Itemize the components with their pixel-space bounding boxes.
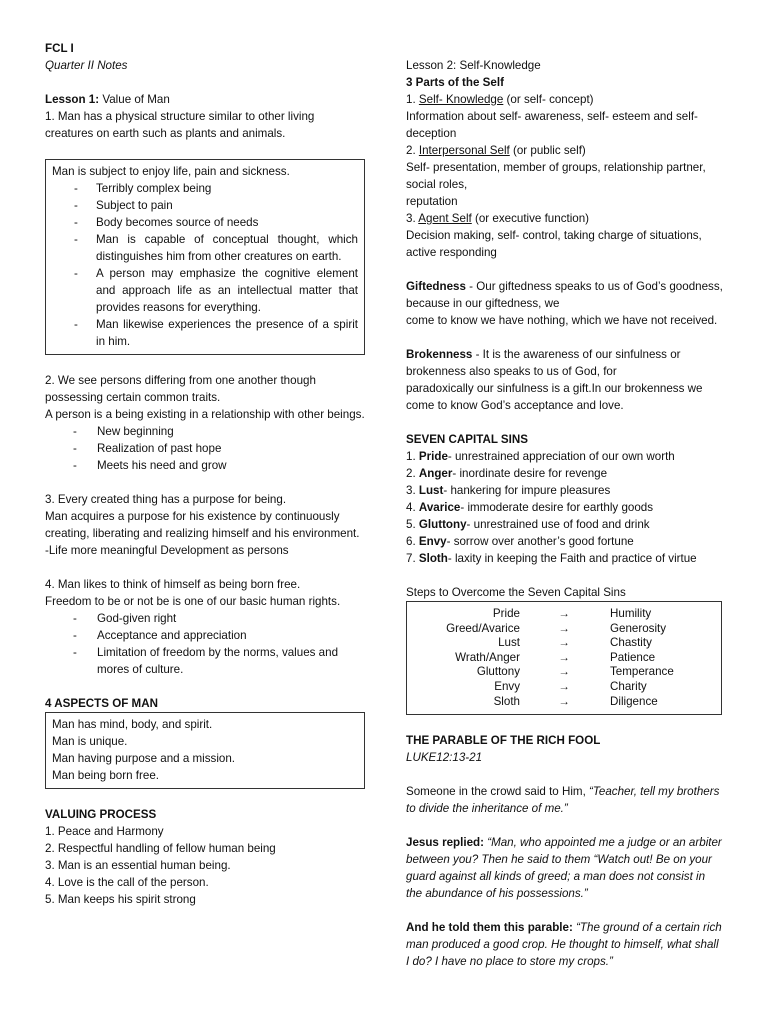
list-item: 6. Envy- sorrow over another’s good fortune [406,535,634,548]
list-item: 2. Anger- inordinate desire for revenge [406,467,608,480]
self-part3-desc: Decision making, self- control, taking charge of situations, active responding [406,229,702,259]
lesson1-point3-extra: Man acquires a purpose for his existence by continuously creating, liberating and realizing himself and his environment. [45,510,360,540]
giftedness-paragraph: Giftedness - Our giftedness speaks to us of God’s goodness, because in our giftedness, we [406,280,723,310]
list-item: - Limitation of freedom by the norms, values and mores of culture. [45,644,365,678]
list-item: - Subject to pain [52,197,358,214]
valuing-heading: VALUING PROCESS [45,808,157,821]
lesson1-point4: 4. Man likes to think of himself as being born free. [45,578,301,591]
list-item: 3. Man is an essential human being. [45,859,231,872]
list-item: - God-given right [45,610,365,627]
lesson1-point2: 2. We see persons differing from one another though possessing certain common traits. [45,374,316,404]
list-item: Man is unique. [52,735,128,748]
steps-heading: Steps to Overcome the Seven Capital Sins [406,586,626,599]
table-row: Pride → Humility [492,607,652,620]
list-item: - Meets his need and grow [45,457,365,474]
brokenness-paragraph-2: paradoxically our sinfulness is a gift.In our brokenness we come to know God’s acceptance and love. [406,382,703,412]
list-item: 7. Sloth- laxity in keeping the Faith and practice of virtue [406,552,697,565]
parable-paragraph-2: Jesus replied: “Man, who appointed me a judge or an arbiter between you? Then he said to them “Watch out! Be on your guard against all kinds of greed; a man does not consist in the abundance of his possessions.” [406,836,722,901]
list-item: - Terribly complex being [52,180,358,197]
table-row: Lust → Chastity [498,636,652,650]
brokenness-paragraph: Brokenness - It is the awareness of our sinfulness or brokenness also speaks to us of God, for [406,348,681,378]
arrow-icon: → [558,636,570,650]
doc-title: FCL I [45,42,74,55]
lesson1-heading: Lesson 1: Value of Man [45,93,170,106]
list-item: 2. Respectful handling of fellow human being [45,842,276,855]
table-row: Sloth → Diligence [493,694,658,708]
table-row: Gluttony → Temperance [476,665,674,679]
sins-heading: SEVEN CAPITAL SINS [406,433,528,446]
list-item: - Man is capable of conceptual thought, which distinguishes him from other creatures on earth. [52,231,358,265]
arrow-icon: → [558,621,570,635]
lesson1-point1: 1. Man has a physical structure similar to other living creatures on earth such as plants and animals. [45,110,315,140]
arrow-icon: → [558,694,570,708]
point4-list [45,610,365,678]
man-subject-box [45,159,365,355]
table-row: Wrath/Anger → Patience [455,650,656,664]
list-item: - Acceptance and appreciation [45,627,365,644]
lesson1-point4-extra: Freedom to be or not be is one of our basic human rights. [45,595,341,608]
steps-table [406,601,722,715]
list-item: - Man likewise experiences the presence of a spirit in him. [52,316,358,350]
list-item: 5. Gluttony- unrestrained use of food and drink [406,518,650,531]
list-item: 1. Pride- unrestrained appreciation of our own worth [406,450,675,463]
parable-reference: LUKE12:13-21 [406,751,483,765]
lesson2-heading: Lesson 2: Self-Knowledge [406,59,541,72]
list-item: - New beginning [45,423,365,440]
lesson2-subheading: 3 Parts of the Self [406,76,504,89]
table-row: Greed/Avarice → Generosity [446,621,667,635]
box-intro: Man is subject to enjoy life, pain and sickness. [52,165,290,178]
lesson1-point2-extra: A person is a being existing in a relationship with other beings. [45,408,365,421]
list-item: - Body becomes source of needs [52,214,358,231]
parable-heading: THE PARABLE OF THE RICH FOOL [406,734,601,748]
arrow-icon: → [558,607,570,620]
arrow-icon: → [558,679,570,693]
self-part2: 2. Interpersonal Self (or public self) [406,144,586,157]
list-item: Man having purpose and a mission. [52,752,236,765]
parable-paragraph-3: And he told them this parable: “The ground of a certain rich man produced a good crop. He thought to himself, what shall I do? I have no place to store my crops.” [406,921,722,969]
self-part3: 3. Agent Self (or executive function) [406,212,590,225]
list-item: 4. Love is the call of the person. [45,876,209,889]
list-item: Man has mind, body, and spirit. [52,718,213,731]
parable-paragraph-1: Someone in the crowd said to Him, “Teacher, tell my brothers to divide the inheritance of me.” [406,785,720,816]
list-item: 4. Avarice- immoderate desire for earthly goods [406,501,654,514]
list-item: - Realization of past hope [45,440,365,457]
list-item: 3. Lust- hankering for impure pleasures [406,484,611,497]
aspects-box [45,712,365,789]
self-part2-desc: Self- presentation, member of groups, relationship partner, social roles, [406,161,706,191]
giftedness-paragraph-2: come to know we have nothing, which we have not received. [406,314,718,327]
list-item: - A person may emphasize the cognitive element and approach life as an intellectual matter that provides reasons for everything. [52,265,358,316]
box-list [52,180,358,350]
arrow-icon: → [558,650,570,664]
doc-subtitle: Quarter II Notes [45,59,128,72]
self-part2-desc2: reputation [406,195,458,208]
point2-list [45,423,365,474]
table-row: Envy → Charity [494,679,647,693]
right-column [406,40,724,970]
arrow-icon: → [558,665,570,679]
aspects-heading: 4 ASPECTS OF MAN [45,697,158,710]
self-part1: 1. Self- Knowledge (or self- concept) [406,93,594,106]
list-item: Man being born free. [52,769,159,782]
list-item: 5. Man keeps his spirit strong [45,893,196,906]
self-part1-desc: Information about self- awareness, self- esteem and self- deception [406,110,698,140]
lesson1-point3-extra2: -Life more meaningful Development as persons [45,544,289,557]
lesson1-point3: 3. Every created thing has a purpose for being. [45,493,287,506]
left-column [45,40,365,908]
list-item: 1. Peace and Harmony [45,825,164,838]
